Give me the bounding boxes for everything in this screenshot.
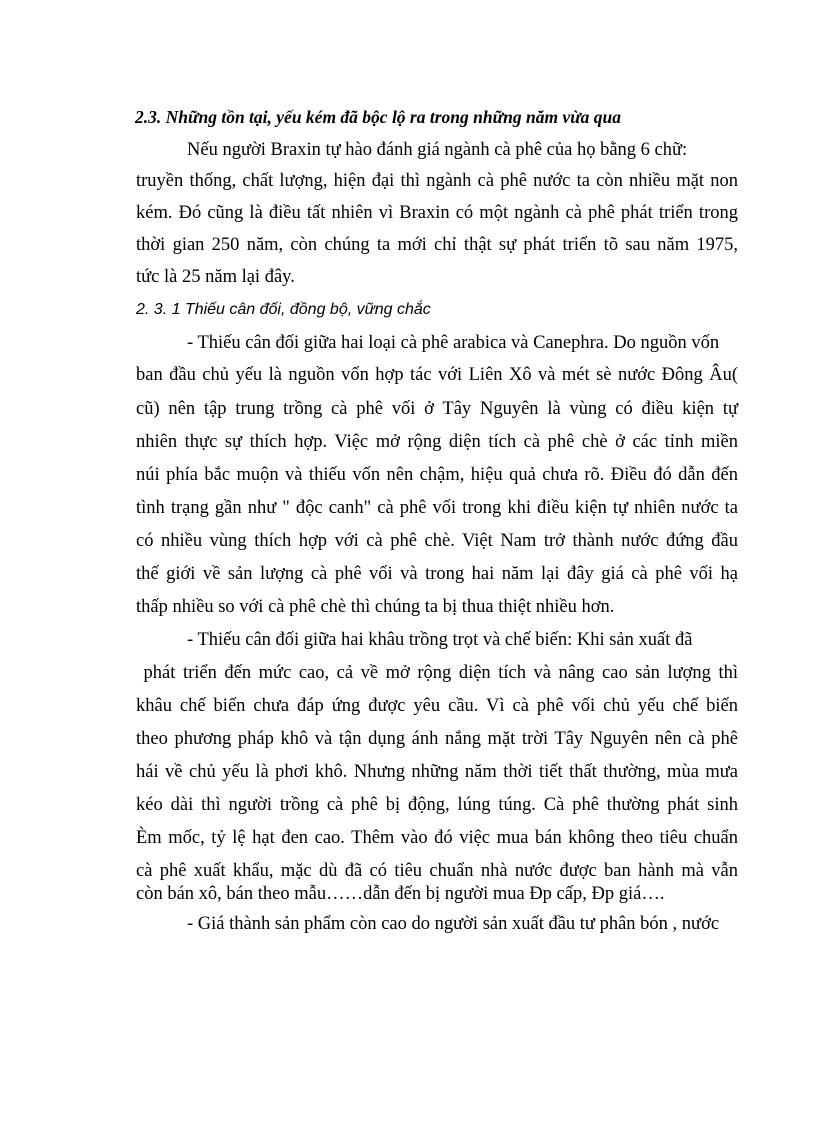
paragraph2-line-7: Èm mốc, tỷ lệ hạt đen cao. Thêm vào đó việc mua bán không theo tiêu chuẩn (136, 828, 738, 848)
paragraph1-line-2: ban đầu chủ yếu là nguồn vốn hợp tác với Liên Xô và mét sè nước Đông Âu( (136, 365, 738, 385)
paragraph1-line-8: thế giới về sản lượng cà phê vối và trong hai năm lại đây giá cà phê vối hạ (136, 564, 738, 584)
subsection-heading: 2. 3. 1 Thiếu cân đối, đồng bộ, vững chắc (136, 301, 431, 318)
paragraph1-line-9: thấp nhiều so với cà phê chè thì chúng ta bị thua thiệt nhiều hơn. (136, 597, 615, 617)
intro-line-5: tức là 25 năm lại đây. (136, 267, 295, 287)
paragraph2-line-2: phát triển đến mức cao, cả về mở rộng diện tích và nâng cao sản lượng thì (136, 663, 738, 683)
intro-line-3: kém. Đó cũng là điều tất nhiên vì Braxin có một ngành cà phê phát triển trong (136, 203, 738, 223)
paragraph1-line-5: núi phía bắc muộn và thiếu vốn nên chậm, hiệu quả chưa rõ. Điều đó dẫn đến (136, 465, 738, 485)
paragraph2-line-9: còn bán xô, bán theo mẫu……dẫn đến bị người mua Ðp cấp, Ðp giá…. (136, 884, 665, 904)
paragraph1-line-3: cũ) nên tập trung trồng cà phê vối ở Tây Nguyên là vùng có điều kiện tự (136, 399, 738, 419)
paragraph2-line-1: - Thiếu cân đối giữa hai khâu trồng trọt và chế biến: Khi sản xuất đã (187, 630, 693, 650)
paragraph3-line-1: - Giá thành sản phẩm còn cao do người sản xuất đầu tư phân bón , nước (187, 914, 720, 934)
intro-line-4: thời gian 250 năm, còn chúng ta mới chỉ thật sự phát triển tõ sau năm 1975, (136, 235, 738, 255)
paragraph1-line-7: có nhiều vùng thích hợp với cà phê chè. Việt Nam trở thành nước đứng đầu (136, 531, 738, 551)
paragraph1-line-6: tình trạng gần như " độc canh" cà phê vối trong khi điều kiện tự nhiên nước ta (136, 498, 738, 518)
intro-line-1: Nếu người Braxin tự hào đánh giá ngành cà phê của họ bằng 6 chữ: (187, 140, 688, 160)
paragraph2-line-5: hái về chủ yếu là phơi khô. Nhưng những năm thời tiết thất thường, mùa mưa (136, 762, 738, 782)
paragraph2-line-3: khâu chế biến chưa đáp ứng được yêu cầu. Vì cà phê vối chủ yếu chế biến (136, 696, 738, 716)
paragraph1-line-1: - Thiếu cân đối giữa hai loại cà phê arabica và Canephra. Do nguồn vốn (187, 333, 720, 353)
section-heading: 2.3. Những tồn tại, yếu kém đã bộc lộ ra trong những năm vừa qua (135, 107, 622, 127)
paragraph2-line-6: kéo dài thì người trồng cà phê bị động, lúng túng. Cà phê thường phát sinh (136, 795, 738, 815)
intro-line-2: truyền thống, chất lượng, hiện đại thì ngành cà phê nước ta còn nhiều mặt non (136, 171, 738, 191)
paragraph2-line-4: theo phương pháp khô và tận dụng ánh nắng mặt trời Tây Nguyên nên cà phê (136, 729, 738, 749)
paragraph2-line-8: cà phê xuất khẩu, mặc dù đã có tiêu chuẩn nhà nước được ban hành mà vẫn (136, 861, 738, 881)
paragraph1-line-4: nhiên thực sự thích hợp. Việc mở rộng diện tích cà phê chè ở các tỉnh miền (136, 432, 738, 452)
